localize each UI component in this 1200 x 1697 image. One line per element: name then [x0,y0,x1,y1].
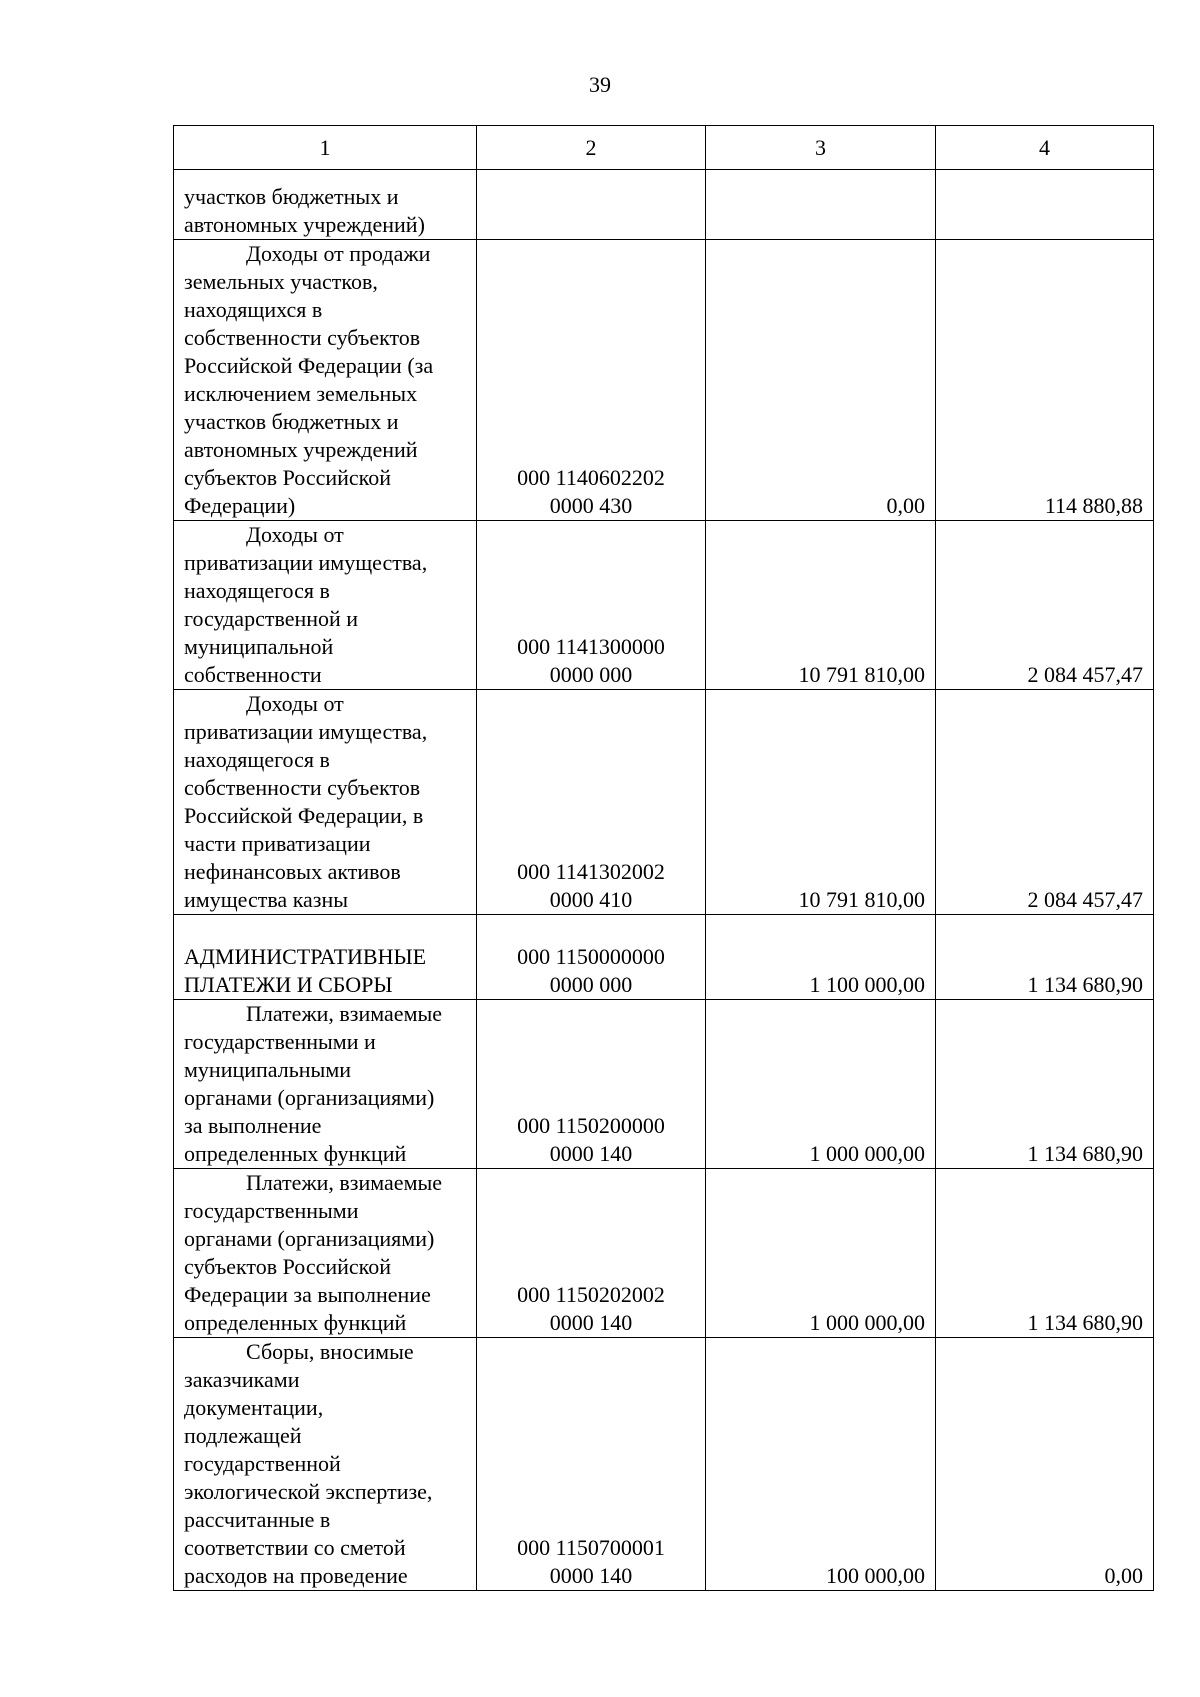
row-code-cell-text: 000 1150200000 0000 140 [517,1113,665,1166]
row-actual-value-cell-text: 2 084 457,47 [1027,887,1143,912]
row-name-cell [174,240,477,521]
header-cell-col1: 1 [174,126,477,170]
row-plan-value-cell-text: 10 791 810,00 [798,662,925,687]
row-name-cell [174,521,477,690]
row-code-cell [477,170,706,240]
row-code-cell-text: 000 1150700001 0000 140 [517,1535,665,1588]
table-header-row [174,126,1154,170]
row-code-cell [477,240,706,521]
row-name-cell-text: Доходы от приватизации имущества, находящегося в государственной и муниципальной собственности [184,522,428,687]
row-plan-value-cell [706,521,936,690]
row-plan-value-cell [706,1169,936,1338]
row-name-cell-text: Платежи, взимаемые государственными органами (организациями) субъектов Российской Федерации за выполнение определенных функций [184,1170,443,1335]
header-cell-col4: 4 [936,126,1154,170]
row-name-cell [174,690,477,915]
table-row [174,1169,1154,1338]
row-plan-value-cell [706,1338,936,1591]
row-actual-value-cell [936,915,1154,1000]
row-actual-value-cell [936,690,1154,915]
row-actual-value-cell [936,1000,1154,1169]
header-cell-col3: 3 [706,126,936,170]
row-actual-value-cell-text: 1 134 680,90 [1027,1141,1143,1166]
row-plan-value-cell-text: 1 000 000,00 [809,1141,925,1166]
row-actual-value-cell-text: 1 134 680,90 [1027,972,1143,997]
row-code-cell-text: 000 1141300000 0000 000 [517,634,665,687]
row-name-cell [174,1000,477,1169]
row-name-cell-text: Платежи, взимаемые государственными и муниципальными органами (организациями) за выполнение определенных функций [184,1001,443,1166]
row-name-cell-text: Доходы от приватизации имущества, находящегося в собственности субъектов Российской Федерации, в части приватизации нефинансовых активов имущества казны [184,691,428,912]
revenue-table [173,125,1154,1591]
row-actual-value-cell [936,240,1154,521]
row-plan-value-cell-text: 10 791 810,00 [798,887,925,912]
table-row [174,690,1154,915]
row-plan-value-cell-text: 100 000,00 [826,1563,925,1588]
row-plan-value-cell [706,240,936,521]
row-name-cell [174,915,477,1000]
row-actual-value-cell [936,1338,1154,1591]
row-code-cell [477,1338,706,1591]
row-name-cell [174,170,477,240]
header-cell-col2: 2 [477,126,706,170]
table-body [174,170,1154,1591]
row-plan-value-cell-text: 1 100 000,00 [809,972,925,997]
row-plan-value-cell [706,1000,936,1169]
row-actual-value-cell [936,521,1154,690]
page-number: 39 [589,72,611,97]
table-row [174,170,1154,240]
table-row [174,1000,1154,1169]
row-plan-value-cell [706,690,936,915]
row-code-cell [477,915,706,1000]
row-actual-value-cell [936,1169,1154,1338]
table-row [174,521,1154,690]
row-name-cell-text: Сборы, вносимые заказчиками документации, подлежащей государственной экологической экспертизе, рассчитанные в соответствии со сметой расходов на проведение [184,1339,433,1588]
row-code-cell [477,1000,706,1169]
row-code-cell [477,521,706,690]
row-actual-value-cell-text: 0,00 [1104,1563,1143,1588]
table-row [174,240,1154,521]
row-code-cell-text: 000 1150000000 0000 000 [517,944,665,997]
row-name-cell-text: Доходы от продажи земельных участков, находящихся в собственности субъектов Российской Федерации (за исключением земельных участков бюджетных и автономных учреждений субъектов Российской Федерации) [184,241,434,518]
row-name-cell-text: АДМИНИСТРАТИВНЫЕ ПЛАТЕЖИ И СБОРЫ [184,944,427,997]
row-actual-value-cell-text: 2 084 457,47 [1027,662,1143,687]
table-row [174,915,1154,1000]
row-plan-value-cell-text: 1 000 000,00 [809,1310,925,1335]
table-row [174,1338,1154,1591]
row-name-cell-text: участков бюджетных и автономных учреждений) [184,184,425,237]
row-plan-value-cell [706,915,936,1000]
row-code-cell [477,1169,706,1338]
row-actual-value-cell-text: 1 134 680,90 [1027,1310,1143,1335]
row-code-cell [477,690,706,915]
row-actual-value-cell-text: 114 880,88 [1044,493,1143,518]
row-code-cell-text: 000 1150202002 0000 140 [517,1282,665,1335]
row-plan-value-cell [706,170,936,240]
row-name-cell [174,1338,477,1591]
row-plan-value-cell-text: 0,00 [886,493,925,518]
row-code-cell-text: 000 1141302002 0000 410 [517,859,665,912]
row-actual-value-cell [936,170,1154,240]
row-name-cell [174,1169,477,1338]
row-code-cell-text: 000 1140602202 0000 430 [517,465,665,518]
